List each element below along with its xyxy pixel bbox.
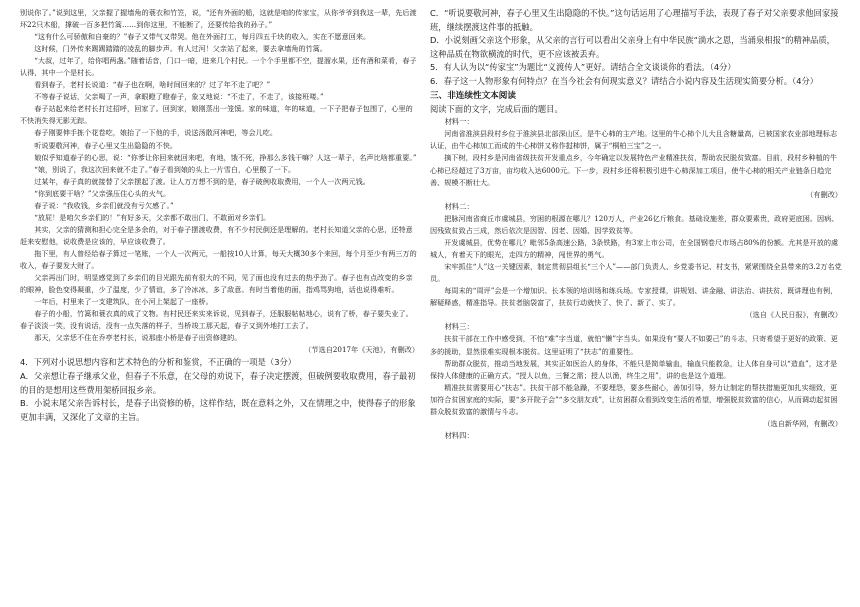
- story-paragraph: 春子刚要伸手拣个花卷吃，娘抬了一下他的手，说送汤散河神吧，等会儿吃。: [34, 128, 278, 138]
- material-source: （选自新华网，有删改）: [763, 418, 842, 428]
- story-paragraph: 别说你了。”说到这里，父亲握了握墙角的蓑衣和竹笠，说，“还有外面的船，这就是咱的传家宝，从你爷爷到我这一辈，先后渡坏22只木船，撑破一百多把竹篙……到你这里，不能断了，还要传给我的孙子。”: [20, 8, 417, 30]
- material-paragraph: 宋牢抓住“人”这一关键因素，制定贯彻县组长“三个人”——部门负责人、乡党委书记、村支书，紧紧围绕全县带来的3.2万名党员。: [430, 262, 842, 284]
- story-paragraph: “这有什么可骄傲和自豪的？”春子又带气又带哭。他在外面打工，每月四五千块的收入，实在不愿意回来。: [34, 32, 371, 42]
- story-paragraph: 一年后，村里来了一支建筑队，在小河上架起了一座桥。: [34, 297, 213, 307]
- story-paragraph: “大叔，过年了，给你唱两盏。”随着话音，门口一暗，进来几个村民。一个个手里都不空，提溜水果，还有酒和菜肴，春子认得，其中一个是村长。: [20, 56, 417, 78]
- story-paragraph: 过某年，春子真的就接替了父亲摆起了渡。让人万万想不到的是，春子破例收取费用，一个人一次两元钱。: [34, 176, 370, 186]
- story-paragraph: “你到底要干啥？”父亲强压住心头的火气。: [34, 188, 171, 198]
- option-d: D．小说刻画父亲这个形象，从父亲的言行可以看出父亲身上有中华民族“淌水之恩，当涌泉相报”的精神品质，这种品质在物欲横流的时代，更不应该被丢弃。: [430, 35, 835, 59]
- section-instruction: 阅读下面的文字，完成后面的题目。: [430, 103, 563, 114]
- material-paragraph: 每周末的“周评”会是一个增加识、长本领的培训场和练兵场。专家授课，讲规划、讲金融、讲法治、讲扶贫，既讲理也有例，解疑释惑，精准指导。扶贫者脑袋富了，扶贫行动就快了、快了、新了、实了。: [430, 286, 838, 308]
- section-heading: 三、非连续性文本阅读: [430, 90, 516, 101]
- material-paragraph: 扶贫干部在工作中感受到，不怕“难”字当道，就怕“懒”字当头。如果没有“要人不如要己”的斗志，只寄希望于更好的政策、更多的援助，显然很难实现根本脱贫。这里证明了“扶志”的重要性。: [430, 334, 838, 356]
- material-1-title: 材料一：: [444, 117, 474, 127]
- story-paragraph: 父亲再出门时，明显感觉到了乡亲们的目光跟先前有很大的不同，见了面也没有过去的热乎劲了。春子也有点改变的乡亲的眼神，脸色变得凝重，少了温度，少了情谊，多了冷冰冰，多了敌意。有时当着他的面，指鸡骂狗地，话也说得难听。: [20, 273, 413, 295]
- right-column: [430, 7, 842, 442]
- story-paragraph: 那天，父亲恁不住在乔亭老村长，说那座小桥是春子出资修建的。: [34, 333, 242, 343]
- question-4: 4．下列对小说思想内容和艺术特色的分析和鉴赏，不正确的一项是（3分）: [20, 357, 297, 368]
- material-4-title: 材料四：: [444, 430, 474, 440]
- story-paragraph: 娘似乎知道春子的心思，说：“你爹让你回来就回来吧，有地，饿不死，挣那么多钱干嘛？人这一辈子，名声比啥都重要。”: [34, 152, 417, 162]
- material-source: （有删改）: [806, 189, 842, 199]
- material-paragraph: 精准扶贫需要用心“扶志”。扶贫干部不能急躁，不要埋怨，要多些耐心，善加引导，努力让制定的帮扶措施更加扎实细致，更加符合贫困家庭的实际，要“多开院子会”“多交朋友戏”，让贫困群众看到改变生活的希望，增强脱贫致富的信心，从而调动起贫困群众脱贫致富的激情与斗志。: [430, 382, 838, 416]
- story-source: （节选自2017年《天池》，有删改）: [304, 345, 419, 355]
- story-paragraph: 春子的小船，竹篙和蓑衣真的成了文物。有村民还来实来诉说，见到春子，还服服帖帖地心，说有了桥，春子要失业了。春子淡淡一笑，没有说话，没有一点失落的样子，当桥竣工那天起，春子又到外地打工去了。: [20, 309, 413, 331]
- story-paragraph: 看到春子，老村长说道：“春子也在啊，啥时间回来的？过了年不走了吧？”: [34, 80, 271, 90]
- material-paragraph: 帮助群众脱贫，推动当地发展，其实正如医治人的身体，不能只是简单输血，输血只能救急，让人体自身可以“造血”，这才是保持人体健康的正确方式。“授人以鱼，三餐之需；授人以渔，终生之用”，讲的也是这个道理。: [430, 358, 838, 380]
- option-c: C．“听说要敬河神，春子心里又生出隐隐的不快。”这句话运用了心理描写手法，表现了春子对父亲要求他回家接班，继续摆渡这件事的抵触。: [430, 8, 839, 32]
- material-paragraph: 把脉河南省商丘市虞城县，穷困的根源在哪儿？120万人，产业26亿斤粮食。基础设施差，群众要素贵，政府更底困。因病、因残致贫致占三成，然后依次是因智、因老、因婚、因学致贫等。: [430, 213, 839, 235]
- option-b: B．小说末尾父亲告诉村长，是春子出资修的桥，这样作结，既在意料之外，又在情理之中，使得春子的形象更加丰满，又深化了文章的主旨。: [20, 398, 416, 422]
- story-paragraph: 春子站起来给老村长打过招呼，回家了。回到家，娘刚蒸出一笼馍。家的味道，年的味道，一下子把春子包围了，心里的不快消失得无影无踪。: [20, 104, 413, 126]
- story-paragraph: 拖下里，有人曾经给春子算过一笔账，一个人一次两元，一船按10人计算，每天大概30多个来回，每个月至少有两三万的收入，春子要发大财了。: [20, 248, 417, 270]
- question-5: 5．有人认为以“传家宝”为题比“义渡传人”更好。请结合全文谈谈你的看法。（4分）: [430, 62, 736, 73]
- material-source: （选自《人民日报》，有删改）: [745, 310, 842, 320]
- left-column: [20, 7, 419, 424]
- option-a: A．父亲想让春子继承父业，但春子不乐意，在父母的劝说下，春子决定摆渡，但破例要收取费用，春子最初的目的是想用这些费用架桥回报乡亲。: [20, 370, 416, 395]
- material-paragraph: 开发虞城县，优势在哪儿？毗邻5条高速公路，3条铁路，有3家上市公司，在全国钢卷尺市场占80%的份额。尤其是开放的虞城人，有着天下的眼光，走四方的精神，闯世界的勇气。: [430, 237, 839, 259]
- story-paragraph: 这时候，门外传来踢踢踏踏的凌乱的脚步声。有人过河！父亲站了起来，要去拿墙角的竹篙。: [34, 44, 328, 54]
- material-paragraph: 河南省淮滨县段村乡位于淮滨县北部深山区，是牛心柿的主产地。这里的牛心柿个儿大且含糖量高，已被国家农业部地理标志认证，由牛心柿加工而成的牛心柿饼又称作挝柿饼，属于“桐柏三宝”之一。: [430, 129, 838, 151]
- story-paragraph: 春子说：“我收钱，乡亲们就没有亏欠感了。”: [34, 200, 174, 210]
- story-paragraph: “娘，别说了，我这次回来就不走了。”春子看到娘的头上一片雪白，心里酸了一下。: [34, 164, 296, 174]
- story-paragraph: 其实，父亲的猜测和担心完全是多余的，对于春子摆渡收费，有不少村民倒还是理解的。老村长知道父亲的心思，还特意赶来安慰他，说收费是应该的，早应该收费了。: [20, 224, 413, 246]
- material-2-title: 材料二：: [444, 201, 474, 211]
- story-paragraph: 听说要敬河神，春子心里又生出隐隐的不快。: [34, 140, 178, 150]
- question-6: 6．春子这一人物形象有何特点？在当今社会有何现实意义？请结合小说内容及生活现实简要分析。（4分）: [430, 75, 819, 86]
- story-paragraph: 不等春子说话，父亲喝了一声，拿眼瞪了瞪春子，象又地说：“不走了，不走了，该接班喽。”: [34, 92, 324, 102]
- material-paragraph: 摘下树，段村乡是河南省级扶贫开发重点乡，今年确定以发展特色产业精准扶贫，帮助农民脱贫致富。目前，段村乡种植的牛心柿已经超过了3万亩，亩均收入达6000元。下一步，段村乡还将积极引进牛心柿深加工项目，使牛心柿的相关产业链条日趋完善、规模不断壮大。: [430, 153, 838, 187]
- material-3-title: 材料三：: [444, 322, 474, 332]
- story-paragraph: “放屁！是咱欠乡亲们的！”有好多天，父亲都不敢出门，不敢面对乡亲们。: [34, 212, 271, 222]
